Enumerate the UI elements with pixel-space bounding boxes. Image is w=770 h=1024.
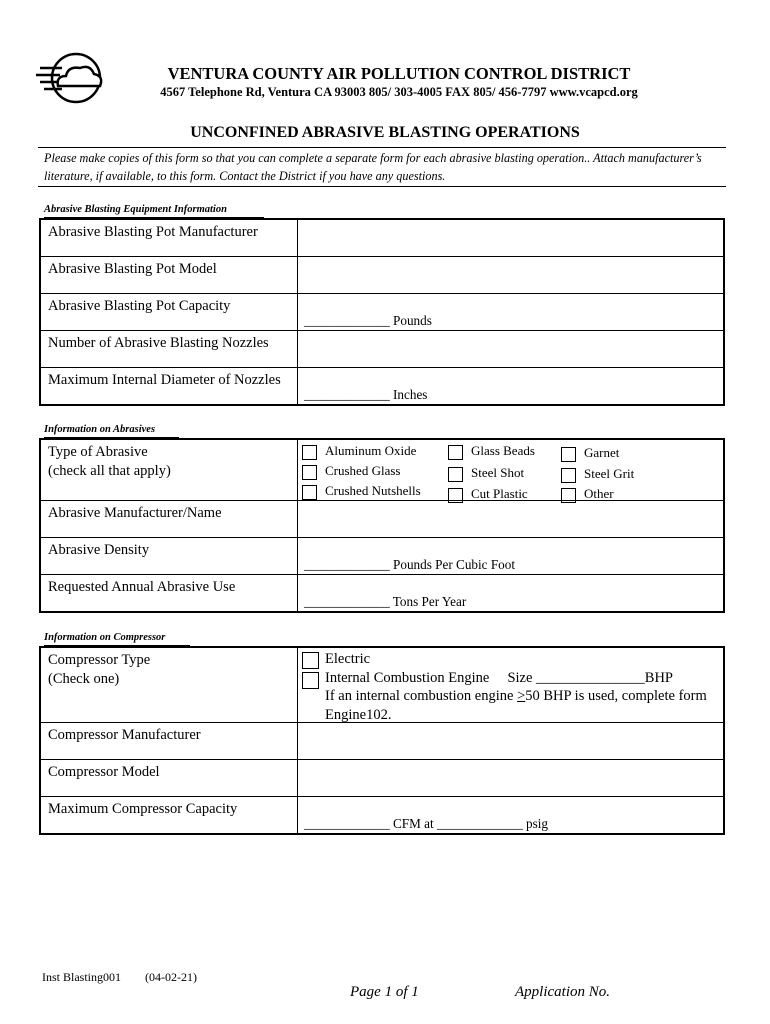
section-label-equipment: Abrasive Blasting Equipment Information — [44, 204, 227, 215]
electric-checkbox[interactable] — [302, 652, 319, 669]
checkbox[interactable] — [561, 447, 576, 462]
pot-capacity-label: Abrasive Blasting Pot Capacity — [40, 293, 298, 330]
abrasive-density-field[interactable] — [298, 537, 725, 574]
option-garnet[interactable]: Garnet — [561, 445, 619, 462]
pot-model-label: Abrasive Blasting Pot Model — [40, 256, 298, 293]
application-number-label: Application No. — [515, 984, 610, 1000]
abrasive-manufacturer-field[interactable] — [298, 500, 725, 537]
form-code: Inst Blasting001 — [42, 970, 122, 984]
checkbox[interactable] — [302, 485, 317, 500]
ice-note: If an internal combustion engine >50 BHP is used, complete form Engine102. — [325, 688, 707, 723]
equipment-table — [39, 218, 725, 406]
compressor-table — [39, 646, 725, 835]
page-number: Page 1 of 1 — [350, 984, 419, 1000]
pot-capacity-unit: _____________ Pounds — [304, 312, 432, 328]
compressor-capacity-field[interactable] — [298, 796, 725, 834]
compressor-type-text — [325, 650, 735, 724]
checkbox[interactable] — [448, 467, 463, 482]
option-crushed-glass[interactable]: Crushed Glass — [302, 463, 400, 480]
abrasive-type-label — [40, 439, 298, 500]
compressor-model-field[interactable] — [298, 759, 725, 796]
nozzles-count-label: Number of Abrasive Blasting Nozzles — [40, 330, 298, 367]
nozzle-diameter-unit: _____________ Inches — [304, 387, 428, 402]
pot-capacity-field[interactable] — [298, 293, 725, 330]
nozzles-count-field[interactable] — [298, 330, 725, 367]
annual-use-unit: _____________ Tons Per Year — [304, 594, 467, 609]
compressor-capacity-label: Maximum Compressor Capacity — [40, 796, 298, 834]
compressor-type-label — [40, 647, 298, 722]
option-other[interactable]: Other — [561, 486, 614, 503]
section-label-compressor: Information on Compressor — [44, 632, 166, 643]
option-crushed-nutshells[interactable]: Crushed Nutshells — [302, 483, 421, 500]
option-ice: Internal Combustion Engine Size _______________BHP — [325, 669, 673, 686]
compressor-manufacturer-field[interactable] — [298, 722, 725, 759]
compressor-type-title: Compressor Type — [48, 652, 151, 668]
abrasive-density-label: Abrasive Density — [40, 537, 298, 574]
option-electric: Electric — [325, 651, 371, 667]
compressor-manufacturer-label: Compressor Manufacturer — [40, 722, 298, 759]
abrasive-density-unit: _____________ Pounds Per Cubic Foot — [304, 556, 516, 572]
pot-manufacturer-label: Abrasive Blasting Pot Manufacturer — [40, 219, 298, 256]
checkbox[interactable] — [302, 465, 317, 480]
nozzle-diameter-label: Maximum Internal Diameter of Nozzles — [40, 367, 298, 405]
annual-use-field[interactable] — [298, 574, 725, 612]
section-label-abrasives: Information on Abrasives — [44, 424, 156, 435]
compressor-model-label: Compressor Model — [40, 759, 298, 796]
checkbox[interactable] — [302, 445, 317, 460]
org-name: VENTURA COUNTY AIR POLLUTION CONTROL DISTRICT — [167, 64, 631, 83]
abrasive-manufacturer-label: Abrasive Manufacturer/Name — [40, 500, 298, 537]
form-title: UNCONFINED ABRASIVE BLASTING OPERATIONS — [190, 124, 580, 141]
checkbox[interactable] — [561, 468, 576, 483]
instructions: Please make copies of this form so that you can complete a separate form for each abrasive blasting operation.. Attach manufacturer’s literature, if available, to this form. Contact the District if you have any questions. — [44, 151, 702, 183]
compressor-type-hint: (Check one) — [48, 671, 120, 687]
ice-checkbox[interactable] — [302, 672, 319, 689]
abrasive-type-options — [298, 439, 725, 500]
option-aluminum-oxide[interactable]: Aluminum Oxide — [302, 443, 416, 460]
pot-manufacturer-field[interactable] — [298, 219, 725, 256]
option-cut-plastic[interactable]: Cut Plastic — [448, 486, 528, 503]
title-divider-top — [38, 147, 726, 148]
option-steel-grit[interactable]: Steel Grit — [561, 466, 634, 483]
pot-model-field[interactable] — [298, 256, 725, 293]
ice-size-field[interactable]: Size _______________BHP — [489, 669, 673, 686]
compressor-type-options — [298, 647, 725, 722]
form-revision: (04-02-21) — [145, 970, 197, 984]
compressor-capacity-unit: _____________ CFM at _____________ psig — [304, 816, 548, 831]
nozzle-diameter-field[interactable] — [298, 367, 725, 405]
option-steel-shot[interactable]: Steel Shot — [448, 465, 524, 482]
abrasive-type-title: Type of Abrasive — [48, 444, 148, 460]
title-divider-bottom — [38, 186, 726, 187]
checkbox[interactable] — [448, 445, 463, 460]
org-address: 4567 Telephone Rd, Ventura CA 93003 805/ 303-4005 FAX 805/ 456-7797 www.vcapcd.org — [160, 85, 638, 99]
abrasive-type-hint: (check all that apply) — [48, 463, 171, 479]
annual-use-label: Requested Annual Abrasive Use — [40, 574, 298, 612]
abrasives-table — [39, 438, 725, 613]
option-glass-beads[interactable]: Glass Beads — [448, 443, 535, 460]
